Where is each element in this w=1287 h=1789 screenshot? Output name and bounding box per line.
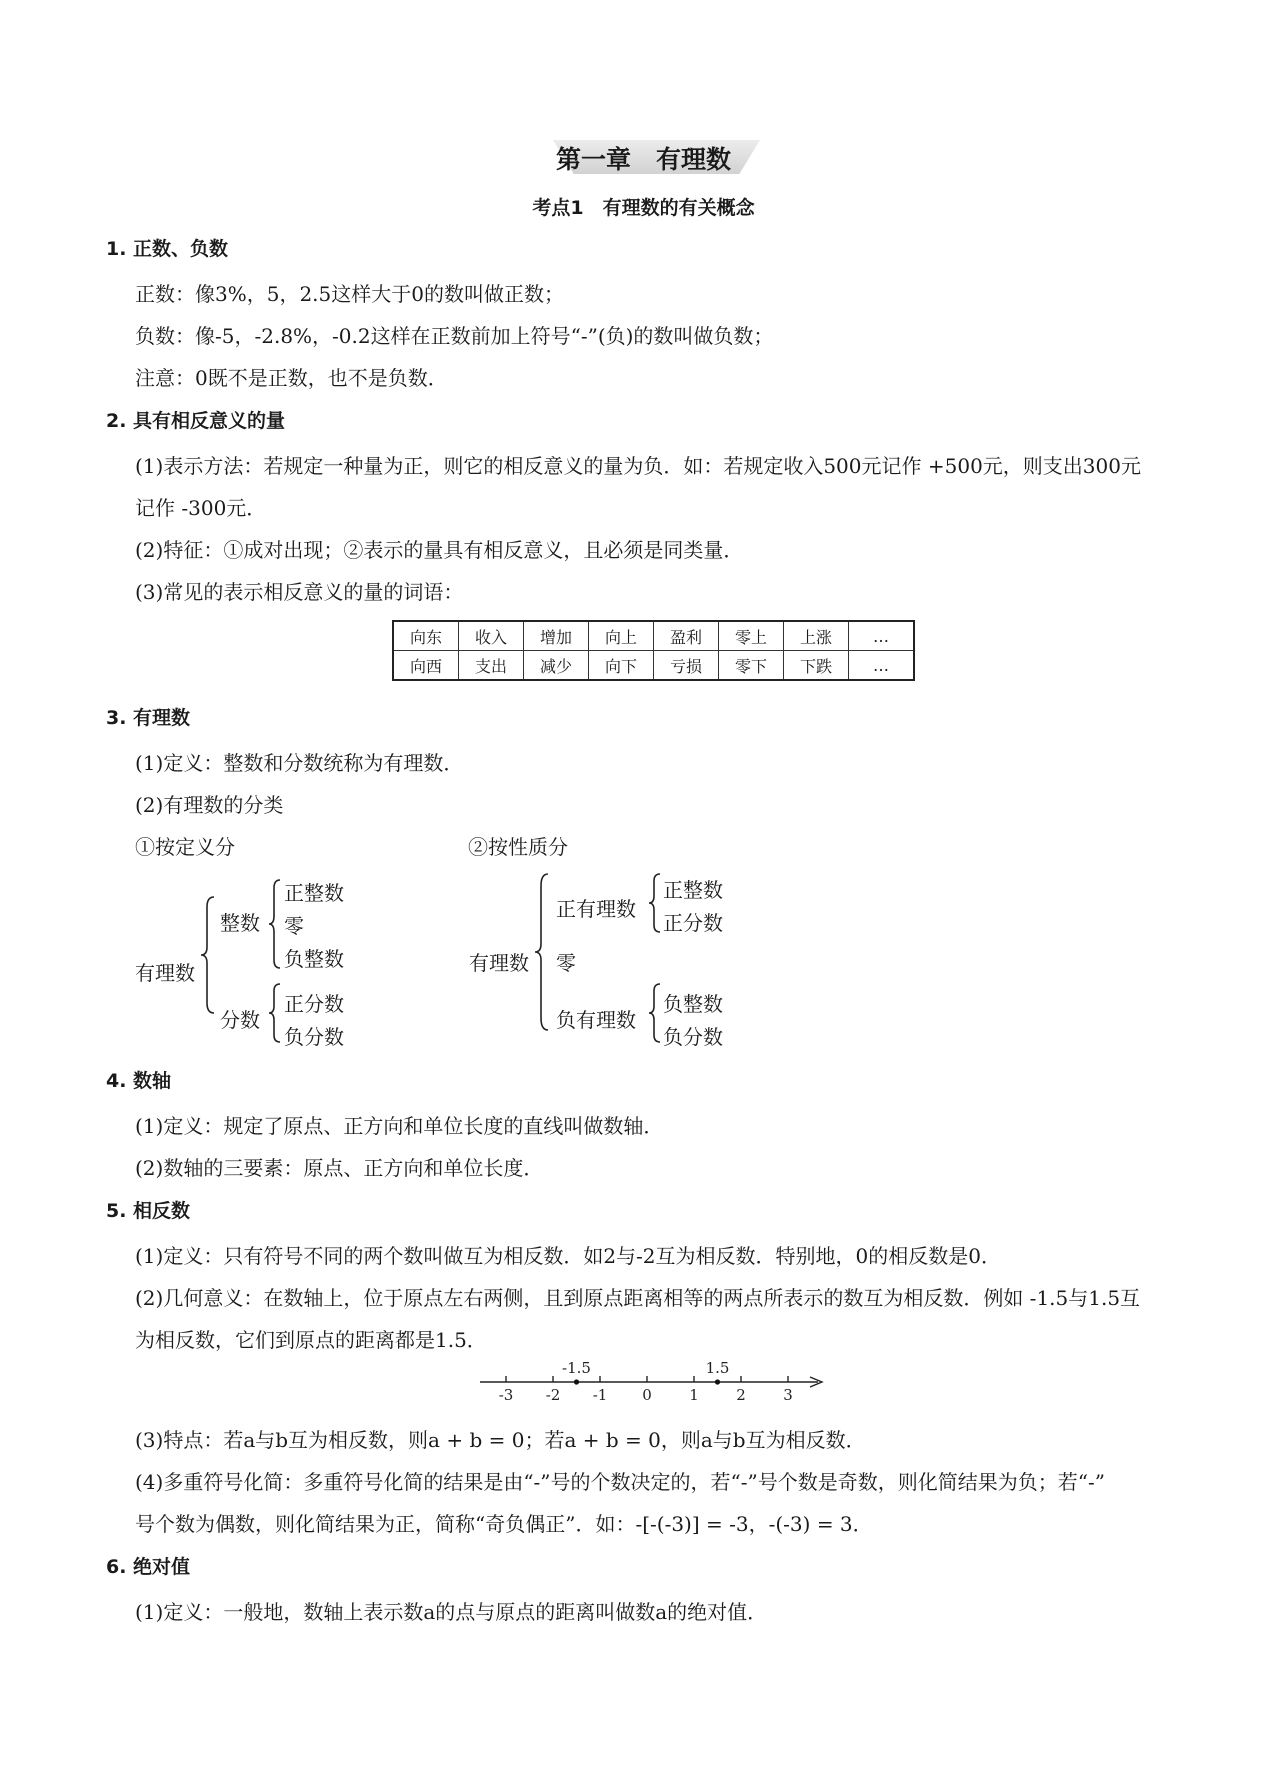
text-line: (2)特征：①成对出现；②表示的量具有相反意义，且必须是同类量． (135, 538, 744, 562)
tree-node-fraction: 分数 (220, 1008, 260, 1032)
text-line: (1)定义：一般地，数轴上表示数a的点与原点的距离叫做数a的绝对值． (135, 1600, 768, 1624)
tree-leaf: 零 (284, 914, 304, 938)
tree-root: 有理数 (469, 951, 529, 975)
table-row (393, 651, 914, 681)
text-line: (1)定义：整数和分数统称为有理数． (135, 751, 464, 775)
brace-icon (200, 895, 220, 1015)
text-line: (3)常见的表示相反意义的量的词语： (135, 580, 464, 604)
table-cell: 支出 (459, 651, 524, 681)
section-heading-positive-negative: 1. 正数、负数 (106, 238, 229, 260)
table-cell: … (849, 621, 915, 651)
tree-node-negative: 负有理数 (556, 1008, 636, 1032)
brace-icon (534, 872, 554, 1032)
opposite-words-table (392, 620, 915, 681)
number-line-tick-label: 0 (642, 1386, 652, 1404)
number-line-tick-label: 2 (736, 1386, 746, 1404)
text-line: (1)定义：只有符号不同的两个数叫做互为相反数．如2与-2互为相反数．特别地，0的相反数是0． (135, 1244, 1001, 1268)
tree-leaf: 正整数 (284, 881, 344, 905)
table-cell: 上涨 (784, 621, 849, 651)
table-cell: 向西 (393, 651, 459, 681)
table-cell: 收入 (459, 621, 524, 651)
table-cell: 下跌 (784, 651, 849, 681)
table-cell: 减少 (524, 651, 589, 681)
brace-icon (648, 872, 664, 934)
text-line: 正数：像3%，5，2.5这样大于0的数叫做正数； (135, 282, 564, 306)
section-heading-number-line: 4. 数轴 (106, 1070, 172, 1092)
table-cell: 零上 (719, 621, 784, 651)
number-line-point (574, 1379, 579, 1384)
tree-leaf: 正分数 (284, 992, 344, 1016)
topic-title: 考点1 有理数的有关概念 (532, 197, 755, 219)
chapter-title: 第一章 有理数 (555, 145, 731, 174)
number-line-tick-label: 1 (689, 1386, 699, 1404)
tree-leaf: 负整数 (663, 992, 723, 1016)
tree-leaf: 正分数 (663, 911, 723, 935)
number-line-point-label: 1.5 (705, 1359, 730, 1377)
table-cell: 盈利 (654, 621, 719, 651)
text-line: (3)特点：若a与b互为相反数，则a + b = 0；若a + b = 0，则a与b互为相反数． (135, 1428, 866, 1452)
table-cell: 零下 (719, 651, 784, 681)
table-cell: 增加 (524, 621, 589, 651)
text-line: 注意：0既不是正数，也不是负数． (135, 366, 448, 390)
section-heading-rational-numbers: 3. 有理数 (106, 707, 191, 729)
table-cell: 亏损 (654, 651, 719, 681)
tree-root: 有理数 (135, 961, 195, 985)
table-cell: 向上 (589, 621, 654, 651)
text-line: (2)数轴的三要素：原点、正方向和单位长度． (135, 1156, 544, 1180)
text-line: (1)定义：规定了原点、正方向和单位长度的直线叫做数轴． (135, 1114, 664, 1138)
brace-icon (268, 982, 284, 1044)
number-line-point-label: -1.5 (562, 1359, 591, 1377)
table-cell: 向东 (393, 621, 459, 651)
text-line: 负数：像-5，-2.8%，-0.2这样在正数前加上符号“-”(负)的数叫做负数； (135, 324, 774, 348)
tree-leaf: 负分数 (284, 1025, 344, 1049)
number-line-tick-label: 3 (783, 1386, 793, 1404)
section-heading-opposite-quantities: 2. 具有相反意义的量 (106, 410, 286, 432)
tree-leaf: 正整数 (663, 878, 723, 902)
text-line: 记作 -300元． (135, 496, 267, 520)
number-line-point (715, 1379, 720, 1384)
text-line: 为相反数，它们到原点的距离都是1.5． (135, 1328, 487, 1352)
number-line-tick-label: -2 (545, 1386, 561, 1404)
text-line: 号个数为偶数，则化简结果为正，简称“奇负偶正”．如：-[-(-3)] = -3，-(-3) = 3． (135, 1512, 873, 1536)
number-line-tick-label: -1 (592, 1386, 608, 1404)
brace-icon (648, 982, 664, 1044)
section-heading-opposite-numbers: 5. 相反数 (106, 1200, 191, 1222)
brace-icon (268, 878, 284, 970)
text-line: (1)表示方法：若规定一种量为正，则它的相反意义的量为负．如：若规定收入500元记作 +500元，则支出300元 (135, 454, 1141, 478)
tree-leaf: 负整数 (284, 947, 344, 971)
text-line: (2)几何意义：在数轴上，位于原点左右两侧，且到原点距离相等的两点所表示的数互为相反数．例如 -1.5与1.5互 (135, 1286, 1141, 1310)
number-line-figure (480, 1356, 840, 1412)
text-line: (2)有理数的分类 (135, 793, 284, 817)
text-line: (4)多重符号化简：多重符号化简的结果是由“-”号的个数决定的，若“-”号个数是奇数，则化简结果为负；若“-” (135, 1470, 1105, 1494)
tree-node-integer: 整数 (220, 911, 260, 935)
tree-node-zero: 零 (556, 951, 576, 975)
tree-leaf: 负分数 (663, 1025, 723, 1049)
table-cell: 向下 (589, 651, 654, 681)
tree-node-positive: 正有理数 (556, 897, 636, 921)
number-line-tick-label: -3 (498, 1386, 514, 1404)
table-cell: … (849, 651, 915, 681)
section-heading-absolute-value: 6. 绝对值 (106, 1556, 191, 1578)
table-row (393, 621, 914, 651)
classify-by-sign-label: ②按性质分 (468, 835, 568, 859)
classify-by-definition-label: ①按定义分 (135, 835, 235, 859)
